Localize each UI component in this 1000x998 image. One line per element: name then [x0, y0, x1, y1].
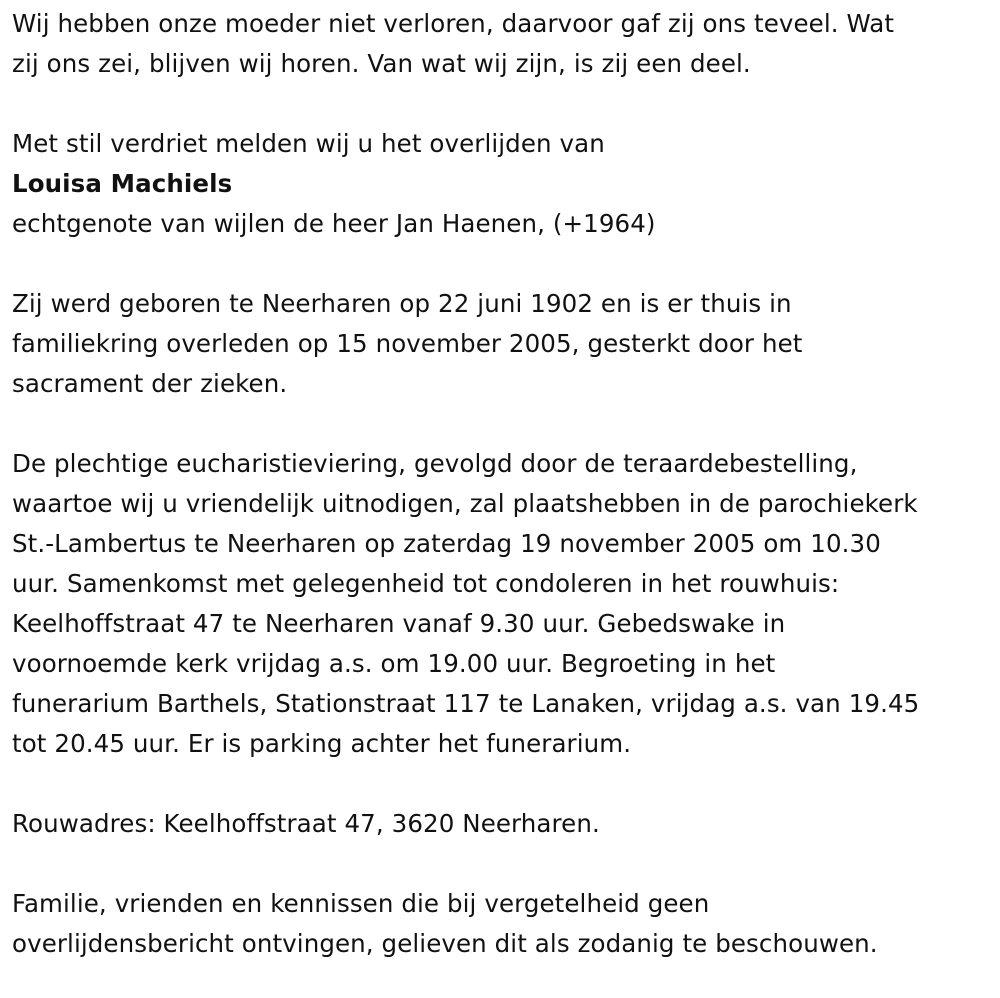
- ceremony-line-1: De plechtige eucharistieviering, gevolgd door de teraardebestelling,: [12, 449, 858, 478]
- ceremony-line-7: funerarium Barthels, Stationstraat 117 te Lanaken, vrijdag a.s. van 19.45: [12, 689, 920, 718]
- paragraph-spacer: [12, 84, 992, 124]
- spouse-line: echtgenote van wijlen de heer Jan Haenen, (+1964): [12, 209, 656, 238]
- ceremony-line-2: waartoe wij u vriendelijk uitnodigen, zal plaatshebben in de parochiekerk: [12, 489, 918, 518]
- ceremony-line-8: tot 20.45 uur. Er is parking achter het funerarium.: [12, 729, 632, 758]
- ceremony-line-3: St.-Lambertus te Neerharen op zaterdag 19 november 2005 om 10.30: [12, 529, 881, 558]
- birth-line-1: Zij werd geboren te Neerharen op 22 juni 1902 en is er thuis in: [12, 289, 792, 318]
- ceremony-line-4: uur. Samenkomst met gelegenheid tot condoleren in het rouwhuis:: [12, 569, 840, 598]
- deceased-name: Louisa Machiels: [12, 169, 233, 198]
- paragraph-spacer: [12, 764, 992, 804]
- paragraph-spacer: [12, 244, 992, 284]
- poem-line-2: zij ons zei, blijven wij horen. Van wat wij zijn, is zij een deel.: [12, 49, 751, 78]
- ceremony-line-5: Keelhoffstraat 47 te Neerharen vanaf 9.30 uur. Gebedswake in: [12, 609, 786, 638]
- closing-line-2: overlijdensbericht ontvingen, gelieven dit als zodanig te beschouwen.: [12, 929, 878, 958]
- paragraph-spacer: [12, 404, 992, 444]
- birth-line-3: sacrament der zieken.: [12, 369, 288, 398]
- mourning-address: Rouwadres: Keelhoffstraat 47, 3620 Neerharen.: [12, 809, 600, 838]
- obituary-notice: [12, 4, 992, 964]
- closing-line-1: Familie, vrienden en kennissen die bij vergetelheid geen: [12, 889, 710, 918]
- birth-line-2: familiekring overleden op 15 november 2005, gesterkt door het: [12, 329, 803, 358]
- paragraph-spacer: [12, 844, 992, 884]
- poem-line-1: Wij hebben onze moeder niet verloren, daarvoor gaf zij ons teveel. Wat: [12, 9, 895, 38]
- announcement-text: Met stil verdriet melden wij u het overlijden van: [12, 129, 605, 158]
- ceremony-line-6: voornoemde kerk vrijdag a.s. om 19.00 uur. Begroeting in het: [12, 649, 776, 678]
